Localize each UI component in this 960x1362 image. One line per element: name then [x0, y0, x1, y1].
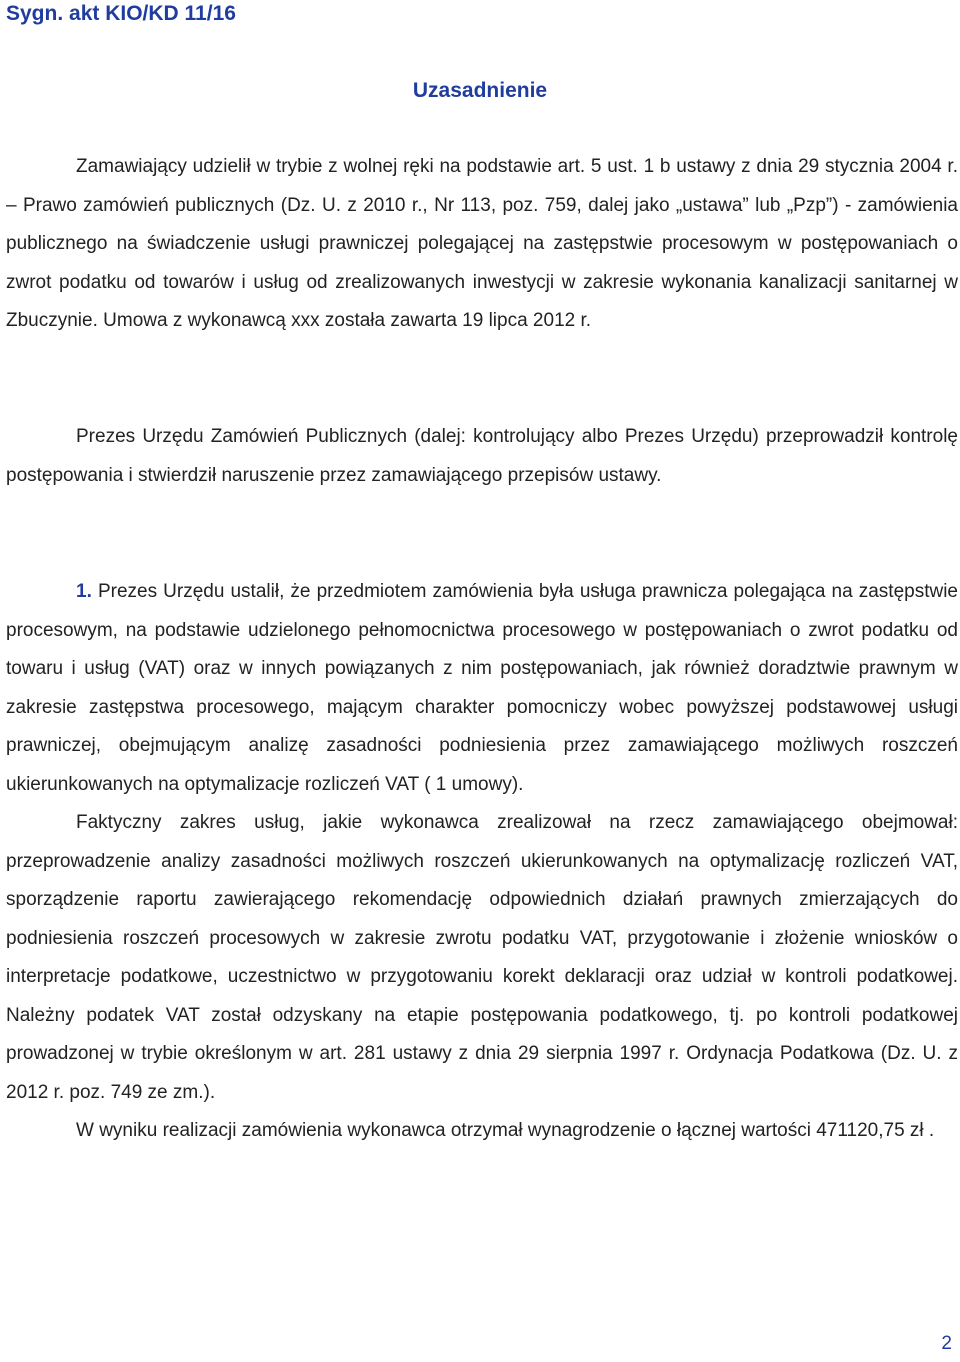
paragraph-text: Prezes Urzędu Zamówień Publicznych (dalej: kontrolujący albo Prezes Urzędu) przeprowadził kontrolę postępowania i stwierdził naruszenie przez zamawiającego przepisów ustawy.	[6, 426, 958, 486]
paragraph-text: Zamawiający udzielił w trybie z wolnej ręki na podstawie art. 5 ust. 1 b ustawy z dnia 29 stycznia 2004 r. – Prawo zamówień publicznych (Dz. U. z 2010 r., Nr 113, poz. 759, dalej jako „ustawa” lub „Pzp”) - zamówienia publicznego na świadczenie usługi prawniczej polegającej na zastępstwie procesowym w postępowaniach o zwrot podatku od towarów i usług od zrealizowanych inwestycji w zakresie wykonania kanalizacji sanitarnej w Zbuczynie. Umowa z wykonawcą xxx została zawarta 19 lipca 2012 r.	[6, 156, 958, 331]
paragraph-scope: Faktyczny zakres usług, jakie wykonawca zrealizował na rzecz zamawiającego obejmował: przeprowadzenie analizy zasadności możliwych roszczeń ukierunkowanych na optymalizację rozliczeń VAT, sporządzenie raportu zawierającego rekomendację odpowiednich działań prawnych zmierzających do podniesienia roszczeń procesowych w zakresie zwrotu podatku VAT, przygotowanie i złożenie wniosków o interpretacje podatkowe, uczestnictwo w przygotowaniu korekt deklaracji oraz udział w kontroli podatkowej. Należny podatek VAT został odzyskany na etapie postępowania podatkowego, tj. po kontroli podatkowej prowadzonej w trybie określonym w art. 281 ustawy z dnia 29 sierpnia 1997 r. Ordynacja Podatkowa (Dz. U. z 2012 r. poz. 749 ze zm.).	[6, 812, 958, 1103]
paragraph-text: Prezes Urzędu ustalił, że przedmiotem zamówienia była usługa prawnicza polegająca na zastępstwie procesowym, na podstawie udzielonego pełnomocnictwa procesowego w postępowaniach o zwrot podatku od towaru i usług (VAT) oraz w innych powiązanych z nim postępowaniach, jak również doradztwie prawnym w zakresie zastępstwa procesowego, mającym charakter pomocniczy wobec powyższej podstawowej usługi prawniczej, obejmującym analizę zasadności podniesienia przez zamawiającego możliwych roszczeń ukierunkowanych na optymalizacje rozliczeń VAT ( 1 umowy).	[6, 581, 958, 795]
point-number: 1.	[76, 581, 92, 602]
paragraph-findings	[6, 573, 958, 1151]
paragraph-point-1	[6, 573, 958, 804]
page-number: 2	[941, 1333, 952, 1354]
document-title: Uzasadnienie	[412, 79, 548, 102]
paragraph-intro	[6, 148, 958, 341]
paragraph-inspection	[6, 418, 958, 495]
paragraph-remuneration: W wyniku realizacji zamówienia wykonawca otrzymał wynagrodzenie o łącznej wartości 471120,75 zł .	[76, 1120, 935, 1141]
case-signature: Sygn. akt KIO/KD 11/16	[6, 2, 236, 25]
